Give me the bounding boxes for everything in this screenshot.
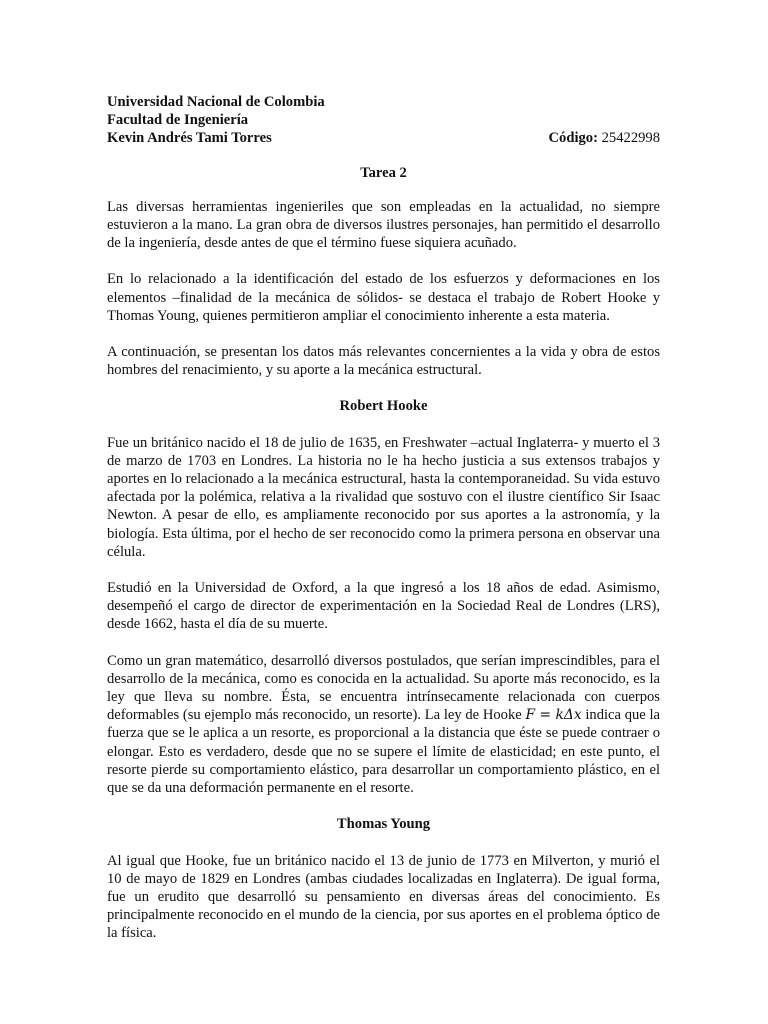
hooke-law-formula: F = kΔx: [525, 707, 582, 724]
section-title-young: Thomas Young: [336, 816, 431, 833]
intro-paragraph-2: En lo relacionado a la identificación del estado de los esfuerzos y deformaciones en los elementos –finalidad de la mecánica de sólidos- se destaca el trabajo de Robert Hooke y Thomas Young, quienes permitieron ampliar el conocimiento inherente a esta materia.: [107, 271, 660, 324]
document-page: [107, 93, 660, 961]
student-code: [549, 129, 661, 147]
student-row: [107, 129, 660, 147]
hooke-law-text-after: indica que la fuerza que se le aplica a un resorte, es proporcional a la distancia que éste se puede contraer o elongar. Esto es verdadero, desde que no se supere el límite de elasticidad; en este punto, el resorte pierde su comportamiento elástico, para desarrollar un comportamiento plástico, en el que se da una deformación permanente en el resorte.: [107, 707, 661, 797]
assignment-title: Tarea 2: [360, 164, 407, 181]
intro-paragraph-1: Las diversas herramientas ingenieriles que son empleadas en la actualidad, no siempre estuvieron a la mano. La gran obra de diversos ilustres personajes, han permitido el desarrollo de la ingeniería, desde antes de que el término fuese siquiera acuñado.: [107, 198, 660, 252]
faculty-name: Facultad de Ingeniería: [107, 112, 249, 129]
university-name: Universidad Nacional de Colombia: [107, 94, 325, 110]
student-code-value: 25422998: [601, 130, 660, 147]
student-code-label: Código:: [548, 130, 598, 147]
young-paragraph-1: Al igual que Hooke, fue un británico nacido el 13 de junio de 1773 en Milverton, y murió el 10 de mayo de 1829 en Londres (ambas ciudades localizadas en Inglaterra). De igual forma, fue un erudito que desarrolló su pensamiento en diversas áreas del conocimiento. Es principalmente reconocido en el mundo de la ciencia, por sus aportes en el problema óptico de la física.: [107, 852, 660, 942]
intro-paragraph-3: A continuación, se presentan los datos más relevantes concernientes a la vida y obra de estos hombres del renacimiento, y su aporte a la mecánica estructural.: [107, 344, 660, 379]
hooke-paragraph-1: Fue un británico nacido el 18 de julio de 1635, en Freshwater –actual Inglaterra- y muerto el 3 de marzo de 1703 en Londres. La historia no le ha hecho justicia a sus extensos trabajos y aportes en lo relacionado a la mecánica estructural, hasta la contemporaneidad. Su vida estuvo afectada por la polémica, relativa a la rivalidad que sostuvo con el ilustre científico Sir Isaac Newton. A pesar de ello, es ampliamente reconocido por sus aportes a la astronomía, y la biología. Esta última, por el hecho de ser reconocido como la primera persona en observar una célula.: [107, 434, 660, 560]
student-name: Kevin Andrés Tami Torres: [107, 130, 272, 147]
hooke-paragraph-2: Estudió en la Universidad de Oxford, a la que ingresó a los 18 años de edad. Asimismo, desempeñó el cargo de director de experimentación en la Sociedad Real de Londres (LRS), desde 1662, hasta el día de su muerte.: [107, 580, 660, 633]
hooke-law-paragraph: [107, 652, 660, 798]
hooke-law-text-before: Como un gran matemático, desarrolló diversos postulados, que serían imprescindibles, para el desarrollo de la mecánica, como es conocida en la actualidad. Su aporte más reconocido, es la ley que lleva su nombre. Ésta, se encuentra intrínsecamente relacionada con cuerpos deformables (su ejemplo más reconocido, un resorte). La ley de Hooke: [107, 652, 660, 724]
section-title-hooke: Robert Hooke: [339, 398, 428, 415]
